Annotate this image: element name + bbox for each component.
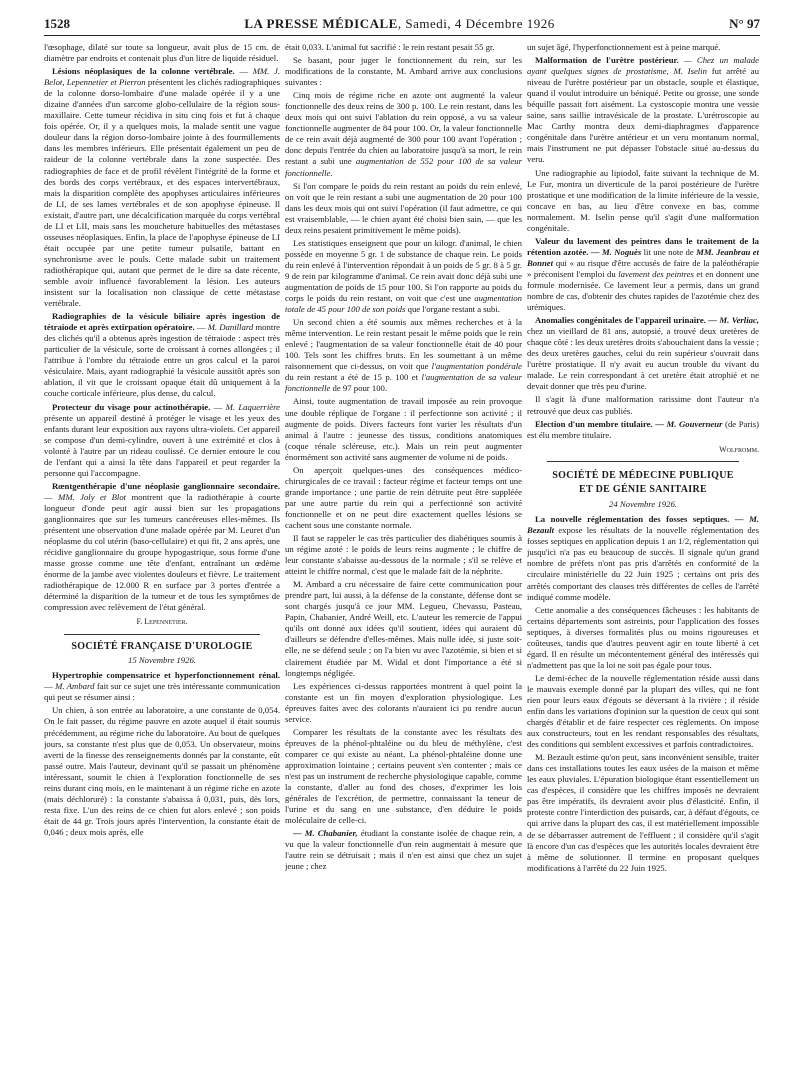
paragraph: On aperçoit quelques-unes des conséquences médico-chirurgicales de ce travail : facteur régime et facteur temps ont une grande importance ; une partie de rein détruite peut être suppléée par une autre partie du rein qui a perfectionné son activité fonctionnelle et on ne peut dire exactement quelles lésions se cachent sous une constante normale. xyxy=(285,464,522,530)
article-title: Protecteur du visage pour actinothérapie. xyxy=(52,401,211,412)
page-header xyxy=(44,13,760,36)
issue-number: N° 97 xyxy=(729,16,760,31)
article-title: Rœntgenthérapie d'une néoplasie ganglionnaire secondaire. xyxy=(52,480,280,491)
issue-date: Samedi, 4 Décembre 1926 xyxy=(405,16,555,31)
article-election xyxy=(527,419,759,441)
paragraph: un sujet âgé, l'hyperfonctionnement est à peine marqué. xyxy=(527,42,721,52)
paragraph: Ainsi, toute augmentation de travail imposée au rein provoque une double réplique de l'organe : il perfectionne son activité ; il augmente de poids. Divers facteurs font varier les résultats d'un animal à l'autre : jeunesse des tissus, conditions anatomiques (coque rénale scléreuse, etc.). Mais un rein peut augmenter énormément son activité sans augmenter de volume ni de poids. xyxy=(285,396,522,462)
article-text: fut arrêté au niveau de l'urètre postérieur par un obstacle, souple et élastique, quand il voulut introduire un béniqué. Petite ou grosse, une sonde béquille passait fort aisément. La cystoscopie montra une vessie saine, sans saillie intravésicale de la prostate. L'urétroscopie au Mac Carthy montra deux demi-diaphragmes d'apparence congénitale dans l'urètre antérieur et un veru montanum normal, mais l'instrument ne put dépasser l'obstacle situé au-dessus du veru. xyxy=(527,66,759,165)
paragraph xyxy=(285,317,522,394)
paragraph: Il s'agit là d'une malformation rarissime dont l'auteur n'a retrouvé que deux cas publiés. xyxy=(527,394,759,416)
article-fosses xyxy=(527,514,759,602)
article-hypertrophie: Hypertrophie compensatrice et hyperfonctionnement rénal. — M. Ambard fait sur ce sujet une très intéressante communication qui peut se résumer ainsi : xyxy=(44,670,280,703)
article-title: Malformation de l'urètre postérieur. xyxy=(535,55,679,66)
society-date: 15 Novembre 1926. xyxy=(128,655,196,666)
article-authors: — Chez un malade ayant quelques signes de prostatisme, M. Iselin xyxy=(527,55,759,77)
signature: F. Lepennetier. xyxy=(136,617,188,627)
article-text: fait sur ce sujet une très intéressante communication qui peut se résumer ainsi : xyxy=(44,681,280,703)
article-authors: M. Laquerrière xyxy=(225,401,280,412)
emphasis: l'augmentation de sa valeur fonctionnelle xyxy=(285,372,522,394)
society-date: 24 Novembre 1926. xyxy=(609,499,677,510)
article-authors: — M. Verliac, xyxy=(708,315,759,326)
divider xyxy=(64,634,260,635)
paragraph xyxy=(285,828,522,872)
divider xyxy=(547,461,739,462)
article-vertebral: Lésions néoplasiques de la colonne vertébrale. — MM. J. Belot, Lepennetier et Pierron présentent les clichés radiographiques de la colonne dorso-lombaire d'une malade opérée il y a une dizaine d'années d'un sarcome globo-cellulaire de la région sous-maxillaire. Cette tumeur récidiva in situ cinq fois et fut à chaque fois opérée. Or, il y a quelques mois, la malade sentit une vague douleur dans la région dorso-lombaire jointe à des fourmillements dans les membres inférieurs. Elle présentait également un peu de raideur de la colonne vertébrale dans la zone suspectée. Des radiographies de face et de profil révèlent l'intégrité de la forme et des bords des corps vertébraux, et des espaces intervertébraux, mais la disparition complète des apophyses articulaires inférieures de LI, de ses lames vertébrales et de son apophyse épineuse. Il existait, d'autre part, une décalcification marquée du corps vertébral de LI et LII, mais sans les moucheture habituelles des métastases osseuses néoplasiques. Enfin, la place de l'apophyse épineuse de LI était occupée par une petite tumeur pulsatile, battant en synchronisme avec le pouls. Cette malade subit un traitement radiothérapique qui, autant que permet de le dire sa date récente, semble avoir influencé favorablement la lésion. Les auteurs insistent sur la localisation non classique de cette métastase vertébrale. xyxy=(44,66,280,309)
article-title: Election d'un membre titulaire. xyxy=(535,418,653,429)
article-text: montrent que la radiothérapie à courte longueur d'onde peut agir aussi bien sur les propagations ganglionnaires que sur les tumeurs cancéreuses elles-mêmes. Ils présentent une observation d'une malade opérée par M. Leuret d'un néoplasme du col utérin (baso-cellulaire) et qui fit, 2 ans après, une récidive ganglionnaire du groupe hypogastrique, sous forme d'une masse grosse comme une tête d'enfant, entraînant un œdème énorme de la jambe avec violentes douleurs et fièvre. Le traitement radiothérapique de 12.000 R en surface par 3 portes d'entrée a déterminé la disparition de la tumeur et de tous les symptômes de compression avec relèvement de l'état général. xyxy=(44,491,280,613)
paragraph: M. Ambard a cru nécessaire de faire cette communication pour prendre part, lui aussi, à la défense de la constante, défense dont se sont chargés jusqu'à ce jour MM. Legueu, Chevassu, Pasteau, Papin, Chabanier, André Weill, etc. L'auteur les remercie de l'appui qu'ils ont donné aux idées qu'il soutient, idées qui auraient dû d'ailleurs se défendre d'elles-mêmes. Mais nulle idée, si juste soit-elle, ne se défend seule ; on l'a bien vu avec l'azotémie, si bien et si clairement étudiée par M. Widal et dont l'importance a été si longtemps négligée. xyxy=(285,579,522,678)
text-run: Cinq mois de régime riche en azote ont augmenté la valeur fonctionnelle des deux reins de 300 p. 100. Le rein restant, dans les deux mois qui ont suivi l'ablation du rein opposé, a vu sa valeur fonctionnelle augmenter de 84 pour 100. Or, la valeur fonctionnelle de ce rein avait déjà augmenté de 300 pour 100 avant l'opération ; donc depuis l'entrée du chien au laboratoire jusqu'à sa mort, le rein restant a subi une xyxy=(285,90,522,167)
society-title: SOCIÉTÉ FRANÇAISE D'UROLOGIE xyxy=(71,640,253,652)
column-left xyxy=(44,42,280,1076)
article-title: Lésions néoplasiques de la colonne vertébrale. xyxy=(52,66,235,77)
paragraph: M. Bezault estime qu'on peut, sans inconvénient sensible, traiter dans ces installations toutes les eaux usées de la maison et même les eaux pluviales. L'épuration biologique étant essentiellement un cas d'espèces, il considère que les chiffres imposés ne devraient pas être impératifs, ils devraient avoir plus d'élasticité. Enfin, il proteste contre l'interdiction des puisards, car, à défaut d'égouts, ce qui arrive dans la plupart des cas, il est matériellement impossible de se débarrasser autrement de l'effluent ; il considère qu'il s'agit là encore d'un cas d'espèces que les autorités locales devraient être à même de solutionner. Il termine en proposant quelques modifications à l'arrêté du 22 Juin 1925. xyxy=(527,752,759,873)
article-authors: — M. Bezault xyxy=(527,514,759,536)
article-text: présente un appareil destiné à protéger le visage et les yeux des enfants durant leur exposition aux rayons ultra-violets. Cet appareil se compose d'un demi-cylindre, ouvert à une extrémité et clos à volonté à l'autre par un rideau coulissé. Ce dernier entoure le cou de l'enfant qui a ainsi la tête dans l'appareil et peut regarder la personne qui l'accompagne. xyxy=(44,412,280,478)
article-title: Hypertrophie compensatrice et hyperfonctionnement rénal. xyxy=(52,670,280,681)
article-anomalies xyxy=(527,315,759,392)
text-run: de 97 pour 100. xyxy=(330,383,388,394)
paragraph: l'œsophage, dilaté sur toute sa longueur, avait plus de 15 cm. de diamètre par endroits et contenait plus d'un litre de liquide résiduel. xyxy=(44,42,280,64)
text-run: du rein restant a été de 15 p. 100 et xyxy=(285,372,422,383)
paragraph: Se basant, pour juger le fonctionnement du rein, sur les modifications de la constante, M. Ambard arrive aux conclusions suivantes : xyxy=(285,55,522,88)
article-text: expose les résultats de la nouvelle réglementation des fosses septiques en application depuis 1 an 1/2, réglementation qui jusqu'ici n'a pas eu beaucoup de succès. Il signale qu'un grand nombre de préfets n'ont pas pris d'arrêtés en conformité de la circulaire ministérielle du 22 Juin 1925 ; certains ont pris des arrêtés comportant des clauses très différentes de celles de l'arrêté indiqué comme modèle. xyxy=(527,525,759,602)
paragraph: Si l'on compare le poids du rein restant au poids du rein enlevé, on voit que le rein restant a subi une augmentation de 20 pour 100 dans les deux mois qui ont suivi l'opération (il faut admettre, ce qui est vraisemblable, — le chien ayant été choisi bien sain, — que les deux reins pesaient primitivement le même poids). xyxy=(285,180,522,235)
paragraph: Comparer les résultats de la constante avec les résultats des épreuves de la phénol-phtaléine ou du bleu de méthylène, c'est comparer ce qui existe au néant. La phénol-phtaléine donne une approximation lointaine ; certains peuvent s'en contenter ; mais ce n'est pas un instrument de recherche physiologique capable, comme la constante, d'aller au fond des choses, d'exprimer les lois générales de l'excrétion, de permettre, connaissant la teneur de l'urine et du sang en une substance, d'en déduire le poids moléculaire de celle-ci. xyxy=(285,726,522,826)
article-title: Valeur du lavement des peintres dans le traitement de la rétention azotée. xyxy=(527,235,759,257)
article-authors: MM. Joly et Blot xyxy=(58,491,127,502)
article-malformation xyxy=(527,55,759,165)
text-run: et en donnent une formule modernisée. Ce lavement leur a permis, dans un grand nombre de cas, d'obtenir des chutes rapides de l'azotémie chez des urémiques. xyxy=(527,268,759,313)
article-title: La nouvelle réglementation des fosses septiques. xyxy=(535,514,730,525)
journal-header: LA PRESSE MÉDICALE, Samedi, 4 Décembre 1926 xyxy=(244,16,555,31)
article-title: Radiographies de la vésicule biliaire après ingestion de tétraiode et après extirpation opératoire. xyxy=(44,311,280,333)
signature: Wolfromm. xyxy=(719,444,759,454)
article-text: (de Paris) est élu membre titulaire. xyxy=(527,418,759,440)
article-authors: — M. Chabanier, xyxy=(293,828,358,839)
paragraph: Un chien, à son entrée au laboratoire, a une constante de 0,054. On le fait passer, du régime pauvre en azote auquel il était soumis précédemment, au régime riche du laboratoire. Au bout de quelques jours, sa constante n'est plus que de 0,053. Un observateur, moins averti de la finesse des renseignements donnés par la constante, eût passé outre. Mais l'auteur, devinant qu'il se passait un phénomène intéressant, soumit le chien à l'exploration fonctionnelle de ses reins durant cinq mois, en le maintenant à un régime riche en azote (mais déchloruré) : la constante s'abaissa à 0,031, puis, dès lors, resta fixe. L'un des reins de ce chien fut alors enlevé ; son poids était de 44 gr. Trois jours après l'intervention, la constante était de 0,046 ; deux mois après, elle xyxy=(44,705,280,837)
society-subtitle: ET DE GÉNIE SANITAIRE xyxy=(579,484,707,496)
emphasis: augmentation de 552 pour 100 de sa valeur fonctionnelle xyxy=(285,156,522,178)
paragraph: Une radiographie au lipiodol, faite suivant la technique de M. Le Fur, montra un diverticule de la paroi postérieure de l'urètre prostatique et une modification de la limite inférieure de la vessie, concave en bas, au lieu d'être convexe en bas, comme normalement. M. Iselin pense qu'il s'agit d'une malformation congénitale. xyxy=(527,167,759,233)
article-vesicule: Radiographies de la vésicule biliaire après ingestion de tétraiode et après extirpation opératoire. — M. Danillard montre des clichés qu'il a obtenus après ingestion de tétraiode : aspect très particulier de la vésicule, sorte de croissant à cornes allongées ; il l'attribue à l'ombre du tétraiode entre un gros calcul et la paroi vésiculaire. Mais, ayant radiographié la vésicule aussitôt après son ablation, il vit que le croissant opaque était dû uniquement à la couche corticale inférieure, plus dense, du calcul. xyxy=(44,311,280,399)
paragraph: Les expériences ci-dessus rapportées montrent à quel point la constante est un fin moyen d'exploration physiologique. Les épreuves faites avec des colorants n'auraient ici pu rendre aucun service. xyxy=(285,680,522,724)
paragraph: était 0,033. L'animal fut sacrifié : le rein restant pesait 55 gr. xyxy=(285,42,495,52)
emphasis: lavement des peintres xyxy=(618,268,694,279)
article-authors: M. Danillard xyxy=(207,322,254,333)
article-authors: MM. Jeanbrau et Bonnet xyxy=(527,246,759,268)
text-run: Les statistiques enseignent que pour un kilogr. d'animal, le chien possède en moyenne 5 gr. 1 de substance de chaque rein. Le poids du rein enlevé à l'intervention répondait à un poids de 5 gr. 8 à 5 gr. 9 de rein par kilogramme d'animal. Ce rein avait donc déjà subi une augmentation de poids de 15 pour 100. Si l'on rapporte au poids du corps le poids du rein restant, on voit que c'est une xyxy=(285,237,522,304)
paragraph xyxy=(285,238,522,315)
article-authors: — M. Gouverneur xyxy=(655,418,723,429)
column-middle xyxy=(285,42,522,1076)
text-run: Un second chien a été soumis aux mêmes recherches et à la même intervention. Le rein restant pesait le même poids que le rein enlevé ; l'augmentation de sa valeur fonctionnelle était de 40 pour 100. Tels sont les chiffres bruts. En les soumettant à un même raisonnement que ci-dessus, on voit que xyxy=(285,317,522,372)
article-text: montre des clichés qu'il a obtenus après ingestion de tétraiode : aspect très particulier de la vésicule, sorte de croissant à cornes allongées ; il l'attribue à l'ombre du tétraiode entre un gros calcul et la paroi vésiculaire. Mais, ayant radiographié la vésicule aussitôt après son ablation, il vit que le croissant opaque était dû uniquement à la couche corticale inférieure, plus dense, du calcul. xyxy=(44,322,280,399)
paragraph: Il faut se rappeler le cas très particulier des diabétiques soumis à un régime azoté : le poids de leurs reins augmente ; le chiffre de leur constante s'abaisse au-dessous de la normale ; s'il se relève et atteint le chiffre normal, c'est que le malade fait de la néphrite. xyxy=(285,533,522,577)
article-text: présentent les clichés radiographiques de la colonne dorso-lombaire d'une malade opérée il y a une dizaine d'années d'un sarcome globo-cellulaire de la région sous-maxillaire. Cette tumeur récidiva in situ cinq fois et fut à chaque fois opérée. Or, il y a quelques mois, la malade sentit une vague douleur dans la région dorso-lombaire jointe à des fourmillements dans les membres inférieurs. Elle présentait également un peu de raideur de la colonne vertébrale dans la zone suspectée. Des radiographies de face et de profil révèlent l'intégrité de la forme et des bords des corps vertébraux, et des espaces intervertébraux, mais la disparition complète des apophyses articulaires inférieures de LI, de ses lames vertébrales et de son apophyse épineuse. Il existait, d'autre part, une décalcification marquée du corps vertébral de LI et LII, mais sans les moucheture habituelles des métastases osseuses néoplasiques. Enfin, la place de l'apophyse épineuse de LI était occupée par une petite tumeur pulsatile, battant en synchronisme avec le pouls. Cette malade subit un traitement radiothérapique qui, autant que permet de le dire sa date récente, semble avoir influencé favorablement la lésion. Les auteurs insistent sur la localisation non classique de cette métastase vertébrale. xyxy=(44,77,280,309)
article-roentgen: Rœntgenthérapie d'une néoplasie ganglionnaire secondaire. — MM. Joly et Blot montrent que la radiothérapie à courte longueur d'onde peut agir aussi bien sur les propagations ganglionnaires que sur les tumeurs cancéreuses elles-mêmes. Ils présentent une observation d'une malade opérée par M. Leuret d'un néoplasme du col utérin (baso-cellulaire) et qui fit, 2 ans après, une récidive ganglionnaire du groupe hypogastrique, sous forme d'une masse grosse comme une tête d'enfant, entraînant un œdème énorme de la jambe avec violentes douleurs et fièvre. Le traitement radiothérapique de 12.000 R en surface par 3 portes d'entrée a déterminé la disparition de la tumeur et de tous les symptômes de compression avec relèvement de l'état général. xyxy=(44,480,280,613)
text-run: qui « au risque d'être accusés de faire de la paléothérapie » préconisent l'emploi du xyxy=(527,257,759,279)
journal-title: LA PRESSE MÉDICALE xyxy=(244,16,398,31)
emphasis: l'augmentation pondérale xyxy=(431,361,522,372)
article-text: étudiant la constante isolée de chaque rein, a vu que la valeur fonctionnelle d'un rein augmentait à mesure que l'autre rein se détruisait ; mais il n'en est ainsi que chez un sujet jeune ; chez xyxy=(285,828,522,872)
text-run: que l'organe restant a subi. xyxy=(405,304,500,315)
society-title: SOCIÉTÉ DE MÉDECINE PUBLIQUE xyxy=(552,469,734,481)
article-authors: MM. J. Belot, Lepennetier et Pierron xyxy=(44,66,280,88)
paragraph: Cinq mois de régime riche en azote ont augmenté la valeur fonctionnelle des deux reins de 300 p. 100. Le rein restant, dans les deux mois qui ont suivi l'ablation du rein opposé, a vu sa valeur fonctionnelle augmenter de 84 pour 100. Or, la valeur fonctionnelle de ce rein avait déjà augmenté de 300 pour 100 avant l'opération ; donc depuis l'entrée du chien au laboratoire jusqu'à sa mort, le rein restant a subi une augmentation de 552 pour 100 de sa valeur fonctionnelle. xyxy=(285,90,522,178)
article-protecteur: Protecteur du visage pour actinothérapie. — M. Laquerrière présente un appareil destiné à protéger le visage et les yeux des enfants durant leur exposition aux rayons ultra-violets. Cet appareil se compose d'un demi-cylindre, ouvert à une extrémité et clos à volonté à l'autre par un rideau coulissé. Ce dernier entoure le cou de l'enfant qui a ainsi la tête dans l'appareil et peut regarder la personne qui l'accompagne. xyxy=(44,401,280,478)
article-title: Anomalies congénitales de l'appareil urinaire. xyxy=(535,315,706,326)
column-right xyxy=(527,42,759,1076)
article-authors: M. Ambard xyxy=(55,681,95,692)
article-text: chez un vieillard de 81 ans, autopsié, a trouvé deux uretères de chaque côté : les deux uretères droits s'abouchaient dans la vessie ; des deux uretères gauches, celui du rein supérieur s'ouvrait dans l'urètre prostatique. Il n'y avait eu aucun trouble du vivant du malade. Le rein correspondant à cet uretère était atrophié et ne devait donner que très peu d'urine. xyxy=(527,326,759,392)
article-lavement xyxy=(527,236,759,313)
article-authors: — M. Noguès xyxy=(590,246,642,257)
paragraph: Le demi-échec de la nouvelle réglementation réside aussi dans le mauvais exemple donné par la plupart des villes, qui ne font rien pour leurs eaux d'égouts se déversant à la rivière ; il réside enfin dans les variations d'opinion sur la question de ceux qui sont chargés d'établir et de faire respecter ces règlements. On impose aux constructeurs, tout en les rendant responsables des résultats, des conditions qui semblent excessives et parfois contradictoires. xyxy=(527,672,759,750)
page-number: 1528 xyxy=(44,16,70,31)
text-run: lit une note de xyxy=(643,246,697,257)
emphasis: augmentation totale de 45 pour 100 de son poids xyxy=(285,293,522,315)
paragraph: Cette anomalie a des conséquences fâcheuses : les habitants de certains départements sont astreints, pour l'application des fosses septiques, à diverses formalités plus ou moins rigoureuses et coûteuses, tandis que d'autres peuvent agir en toute liberté à cet égard. Il en résulte un mécontentement général des intéressés qui n'admettent pas que la loi ne soit pas égale pour tous. xyxy=(527,604,759,670)
